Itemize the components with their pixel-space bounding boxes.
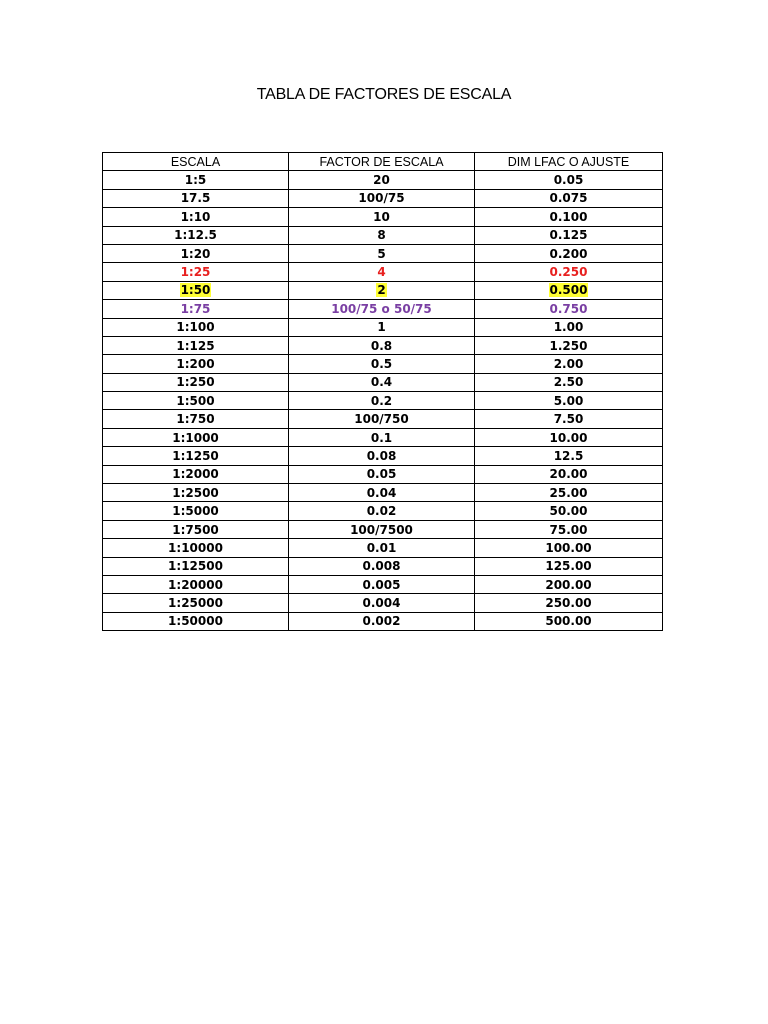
scale-factor-table	[102, 152, 663, 631]
table-row	[103, 428, 663, 446]
table-row	[103, 447, 663, 465]
ajuste-cell: 0.750	[475, 300, 663, 318]
escala-cell: 1:1000	[103, 428, 289, 446]
escala-cell: 1:5	[103, 171, 289, 189]
escala-cell: 1:750	[103, 410, 289, 428]
ajuste-cell: 2.00	[475, 355, 663, 373]
ajuste-cell: 25.00	[475, 484, 663, 502]
factor-cell: 0.4	[289, 373, 475, 391]
table-row	[103, 594, 663, 612]
escala-cell: 1:200	[103, 355, 289, 373]
ajuste-cell: 0.200	[475, 244, 663, 262]
factor-cell: 100/7500	[289, 520, 475, 538]
escala-cell: 1:2500	[103, 484, 289, 502]
factor-cell: 5	[289, 244, 475, 262]
table-row	[103, 244, 663, 262]
escala-cell: 1:12500	[103, 557, 289, 575]
factor-cell: 100/75 o 50/75	[289, 300, 475, 318]
ajuste-cell: 250.00	[475, 594, 663, 612]
factor-cell: 0.008	[289, 557, 475, 575]
header-factor-de-escala: FACTOR DE ESCALA	[289, 153, 475, 171]
table-row	[103, 208, 663, 226]
factor-cell	[289, 281, 475, 299]
escala-cell: 1:100	[103, 318, 289, 336]
table-header-row	[103, 153, 663, 171]
table-row	[103, 189, 663, 207]
escala-cell: 1:1250	[103, 447, 289, 465]
ajuste-cell: 0.125	[475, 226, 663, 244]
page-title: TABLA DE FACTORES DE ESCALA	[256, 86, 512, 103]
highlighted-value: 2	[377, 283, 386, 298]
table-row	[103, 281, 663, 299]
factor-cell: 1	[289, 318, 475, 336]
factor-cell: 0.8	[289, 336, 475, 354]
escala-cell: 1:2000	[103, 465, 289, 483]
factor-cell: 0.002	[289, 612, 475, 630]
escala-cell: 1:125	[103, 336, 289, 354]
table-row	[103, 520, 663, 538]
ajuste-cell: 0.250	[475, 263, 663, 281]
escala-cell: 17.5	[103, 189, 289, 207]
ajuste-cell: 0.05	[475, 171, 663, 189]
ajuste-cell: 0.100	[475, 208, 663, 226]
ajuste-cell: 7.50	[475, 410, 663, 428]
factor-cell: 20	[289, 171, 475, 189]
escala-cell: 1:250	[103, 373, 289, 391]
table-row	[103, 539, 663, 557]
table-row	[103, 355, 663, 373]
ajuste-cell: 10.00	[475, 428, 663, 446]
table-row	[103, 410, 663, 428]
table-row	[103, 502, 663, 520]
table-row	[103, 575, 663, 593]
escala-cell: 1:10	[103, 208, 289, 226]
ajuste-cell: 100.00	[475, 539, 663, 557]
ajuste-cell: 50.00	[475, 502, 663, 520]
escala-cell: 1:5000	[103, 502, 289, 520]
header-dim-lfac-o-ajuste: DIM LFAC O AJUSTE	[475, 153, 663, 171]
ajuste-cell: 1.00	[475, 318, 663, 336]
escala-cell: 1:7500	[103, 520, 289, 538]
ajuste-cell: 75.00	[475, 520, 663, 538]
factor-cell: 4	[289, 263, 475, 281]
escala-cell: 1:25	[103, 263, 289, 281]
escala-cell: 1:75	[103, 300, 289, 318]
table-row	[103, 557, 663, 575]
factor-cell: 10	[289, 208, 475, 226]
escala-cell: 1:20000	[103, 575, 289, 593]
ajuste-cell: 200.00	[475, 575, 663, 593]
table-row	[103, 300, 663, 318]
escala-cell: 1:20	[103, 244, 289, 262]
factor-cell: 0.005	[289, 575, 475, 593]
ajuste-cell: 12.5	[475, 447, 663, 465]
ajuste-cell: 0.075	[475, 189, 663, 207]
factor-cell: 0.01	[289, 539, 475, 557]
factor-cell: 0.02	[289, 502, 475, 520]
factor-cell: 0.1	[289, 428, 475, 446]
escala-cell: 1:50000	[103, 612, 289, 630]
table-body	[103, 171, 663, 631]
ajuste-cell: 20.00	[475, 465, 663, 483]
factor-cell: 0.08	[289, 447, 475, 465]
factor-cell: 0.004	[289, 594, 475, 612]
escala-cell: 1:12.5	[103, 226, 289, 244]
factor-cell: 0.04	[289, 484, 475, 502]
ajuste-cell: 500.00	[475, 612, 663, 630]
table-row	[103, 171, 663, 189]
ajuste-cell: 2.50	[475, 373, 663, 391]
table-row	[103, 226, 663, 244]
factor-cell: 0.2	[289, 392, 475, 410]
table-row	[103, 318, 663, 336]
factor-cell: 100/750	[289, 410, 475, 428]
factor-cell: 0.5	[289, 355, 475, 373]
header-escala: ESCALA	[103, 153, 289, 171]
escala-cell	[103, 281, 289, 299]
table-row	[103, 612, 663, 630]
ajuste-cell: 5.00	[475, 392, 663, 410]
highlighted-value: 1:50	[180, 283, 211, 298]
factor-cell: 100/75	[289, 189, 475, 207]
escala-cell: 1:500	[103, 392, 289, 410]
ajuste-cell: 1.250	[475, 336, 663, 354]
ajuste-cell	[475, 281, 663, 299]
factor-cell: 0.05	[289, 465, 475, 483]
escala-cell: 1:25000	[103, 594, 289, 612]
escala-cell: 1:10000	[103, 539, 289, 557]
table-row	[103, 336, 663, 354]
table-row	[103, 373, 663, 391]
table-row	[103, 263, 663, 281]
table-row	[103, 484, 663, 502]
ajuste-cell: 125.00	[475, 557, 663, 575]
factor-cell: 8	[289, 226, 475, 244]
highlighted-value: 0.500	[549, 283, 588, 298]
table-row	[103, 392, 663, 410]
table-row	[103, 465, 663, 483]
